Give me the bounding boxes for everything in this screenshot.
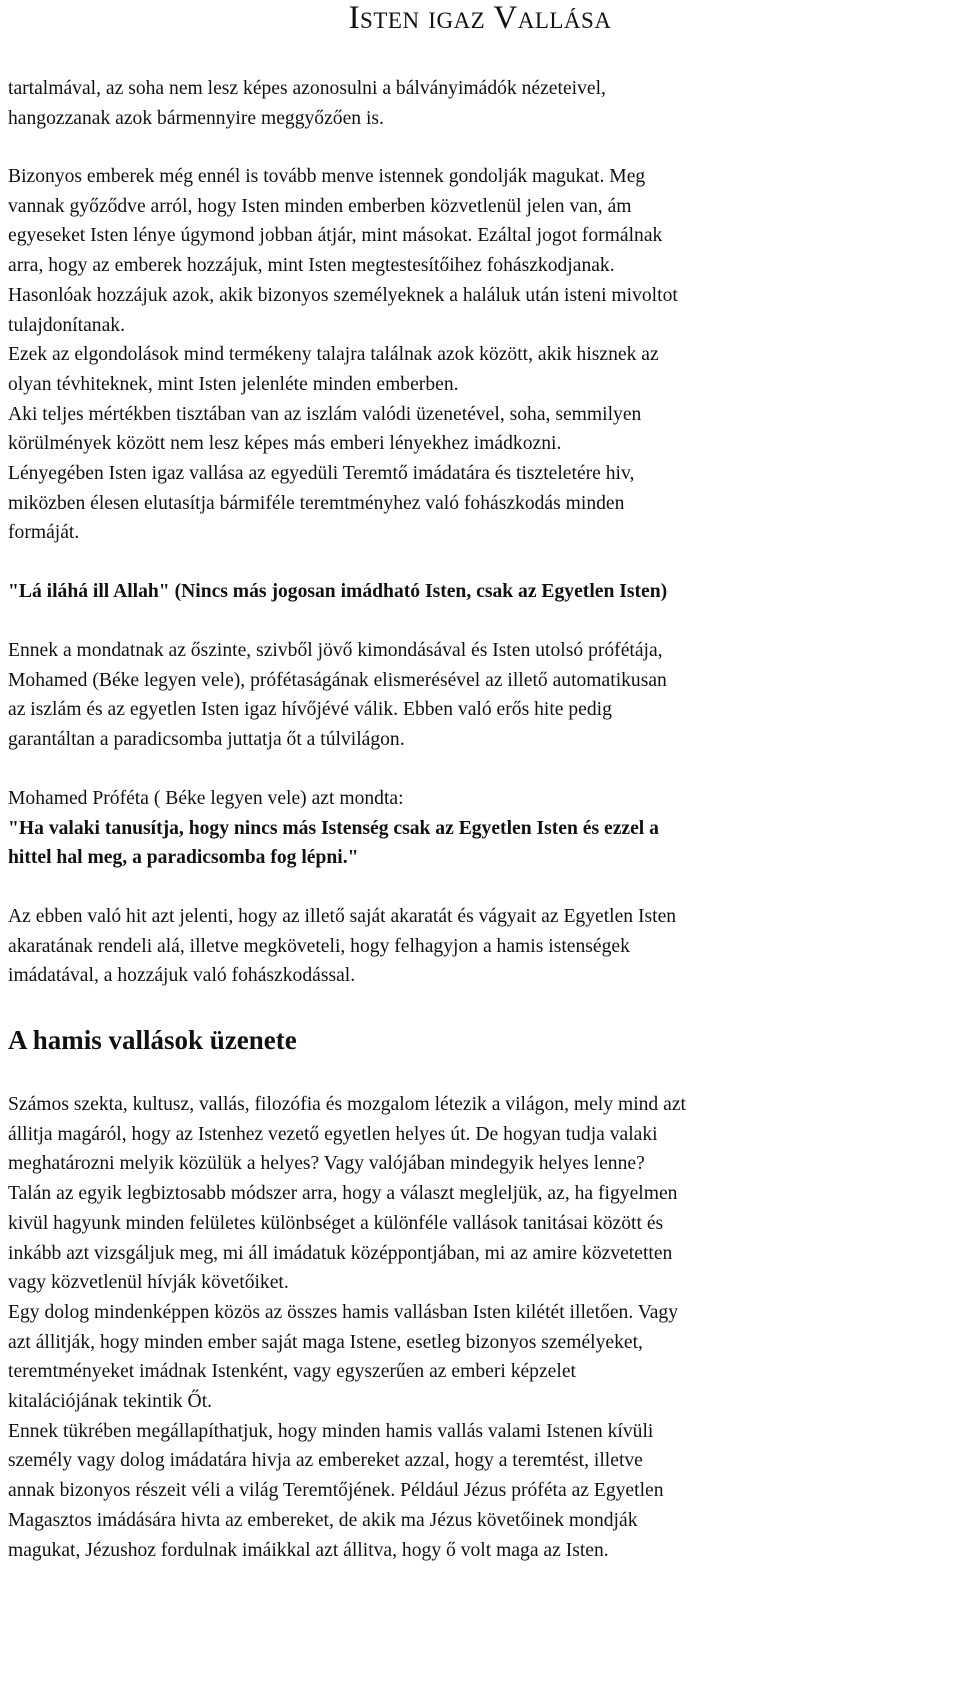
text-line: kivül hagyunk minden felületes különbséget a különféle vallások tanitásai között és xyxy=(8,1212,664,1234)
text-line: Aki teljes mértékben tisztában van az iszlám valódi üzenetével, soha, semmilyen xyxy=(8,403,642,425)
text-line: "Lá iláhá ill Allah" (Nincs más jogosan imádható Isten, csak az Egyetlen Isten) xyxy=(8,581,668,602)
text-line: körülmények között nem lesz képes más emberi lényekhez imádkozni. xyxy=(8,433,562,455)
text-line: vagy közvetlenül hívják követőiket. xyxy=(8,1272,289,1294)
text-line: tartalmával, az soha nem lesz képes azonosulni a bálványimádók nézeteivel, xyxy=(8,78,606,99)
paragraph-intro xyxy=(8,74,958,133)
text-line: Lényegében Isten igaz vallása az egyedüli Teremtő imádatára és tiszteletére hiv, xyxy=(8,463,635,485)
text-line: Talán az egyik legbiztosabb módszer arra, hogy a választ megleljük, az, ha figyelmen xyxy=(8,1183,678,1205)
text-line: meghatározni melyik közülük a helyes? Vagy valójában mindegyik helyes lenne? xyxy=(8,1153,645,1175)
text-line: Ennek tükrében megállapíthatjuk, hogy minden hamis vallás valami Istenen kívüli xyxy=(8,1420,654,1442)
text-line: garantáltan a paradicsomba juttatja őt a túlvilágon. xyxy=(8,729,405,751)
shahada-statement xyxy=(8,577,958,607)
text-line: Az ebben való hit azt jelenti, hogy az illető saját akaratát és vágyait az Egyetlen Isten xyxy=(8,906,677,927)
text-line: olyan tévhiteknek, mint Isten jelenléte minden emberben. xyxy=(8,373,459,395)
paragraph-declaration xyxy=(8,636,958,755)
page-title: Isten igaz Vallása xyxy=(348,0,612,36)
text-line: magukat, Jézushoz fordulnak imáikkal azt állitva, hogy ő volt maga az Isten. xyxy=(8,1539,609,1561)
text-line: akaratának rendeli alá, illetve megköveteli, hogy felhagyjon a hamis istenségek xyxy=(8,935,630,957)
text-line: személy vagy dolog imádatára hivja az embereket azzal, hogy a teremtést, illetve xyxy=(8,1450,643,1472)
text-line: miközben élesen elutasítja bármiféle teremtményhez való fohászkodás minden xyxy=(8,492,625,514)
text-line: Mohamed (Béke legyen vele), prófétaságának elismerésével az illető automatikusan xyxy=(8,669,667,691)
text-line: Bizonyos emberek még ennél is tovább menve istennek gondolják magukat. Meg xyxy=(8,166,646,187)
section-heading: A hamis vallások üzenete xyxy=(8,1025,297,1055)
hadith-quote-line: "Ha valaki tanusítja, hogy nincs más Istenség csak az Egyetlen Isten és ezzel a xyxy=(8,817,659,839)
paragraph-hadith xyxy=(8,784,958,873)
text-line: kitalációjának tekintik Őt. xyxy=(8,1391,213,1413)
text-line: tulajdonítanak. xyxy=(8,314,125,336)
text-line: formáját. xyxy=(8,522,80,544)
paragraph-meaning xyxy=(8,902,958,991)
paragraph-false-religions xyxy=(8,1090,958,1565)
hadith-intro: Mohamed Próféta ( Béke legyen vele) azt mondta: xyxy=(8,788,404,809)
text-line: azt állitják, hogy minden ember saját maga Istene, esetleg bizonyos személyeket, xyxy=(8,1331,643,1353)
text-line: Magasztos imádására hivta az embereket, de akik ma Jézus követőinek mondják xyxy=(8,1509,638,1531)
text-line: vannak győződve arról, hogy Isten minden emberben közvetlenül jelen van, ám xyxy=(8,195,632,217)
text-line: inkább azt vizsgáljuk meg, mi áll imádatuk középpontjában, mi az amire közvetetten xyxy=(8,1242,673,1264)
hadith-quote-line: hittel hal meg, a paradicsomba fog lépni." xyxy=(8,847,359,869)
text-line: Egy dolog mindenképpen közös az összes hamis vallásban Isten kilétét illetően. Vagy xyxy=(8,1301,679,1323)
text-line: annak bizonyos részeit véli a világ Teremtőjének. Például Jézus próféta az Egyetlen xyxy=(8,1480,664,1502)
paragraph-idolatry xyxy=(8,162,958,548)
text-line: Számos szekta, kultusz, vallás, filozófia és mozgalom létezik a világon, mely mind azt xyxy=(8,1094,686,1115)
text-line: hangozzanak azok bármennyire meggyőzően is. xyxy=(8,107,384,129)
text-line: Ennek a mondatnak az őszinte, szivből jövő kimondásával és Isten utolsó prófétája, xyxy=(8,640,663,661)
text-line: Ezek az elgondolások mind termékeny talajra találnak azok között, akik hisznek az xyxy=(8,344,659,366)
text-line: egyeseket Isten lénye úgymond jobban átjár, mint másokat. Ezáltal jogot formálnak xyxy=(8,225,663,247)
text-line: teremtményeket imádnak Istenként, vagy egyszerűen az emberi képzelet xyxy=(8,1361,576,1383)
text-line: imádatával, a hozzájuk való fohászkodással. xyxy=(8,965,356,987)
text-line: arra, hogy az emberek hozzájuk, mint Isten megtestesítőihez fohászkodjanak. xyxy=(8,255,615,277)
text-line: állitja magáról, hogy az Istenhez vezető egyetlen helyes út. De hogyan tudja valaki xyxy=(8,1123,658,1145)
text-line: az iszlám és az egyetlen Isten igaz hívőjévé válik. Ebben való erős hite pedig xyxy=(8,699,612,721)
text-line: Hasonlóak hozzájuk azok, akik bizonyos személyeknek a haláluk után isteni mivoltot xyxy=(8,284,678,306)
